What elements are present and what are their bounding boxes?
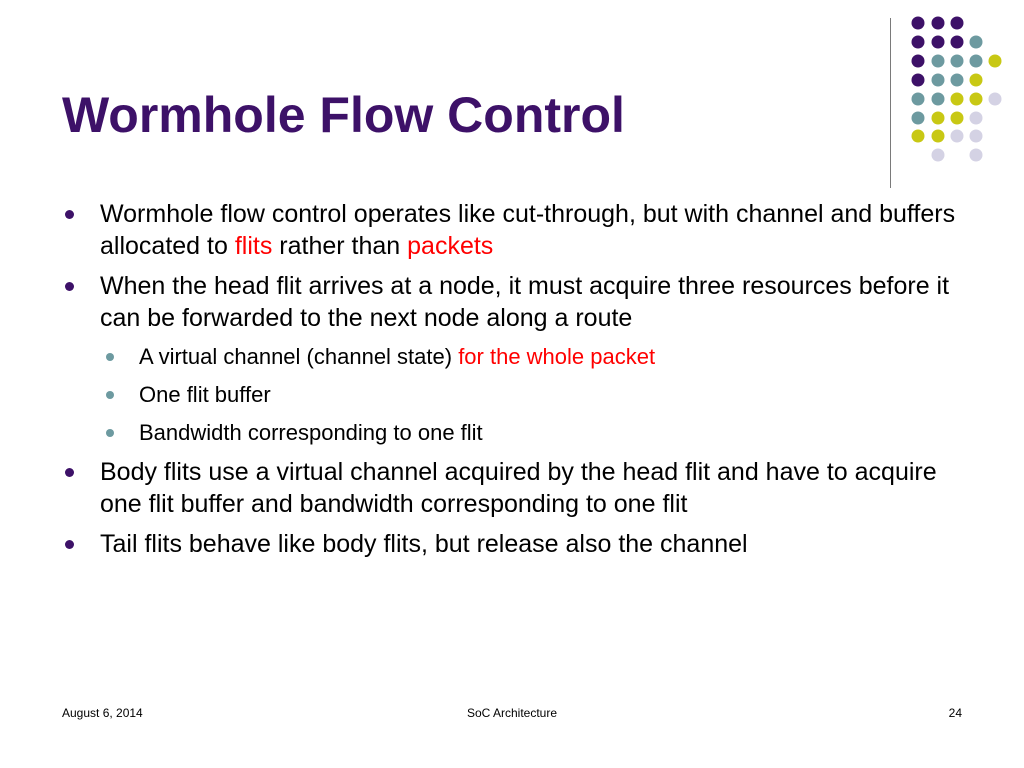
dot <box>970 149 983 162</box>
sub-bullet-dot-icon <box>106 429 114 437</box>
dot <box>970 36 983 49</box>
dot-grid-row-8 <box>932 149 983 162</box>
bullet-item-4 <box>62 528 962 560</box>
dot <box>912 55 925 68</box>
bullet-item-1 <box>62 198 962 262</box>
bullet-text: Tail flits behave like body flits, but release also the channel <box>100 530 748 558</box>
dot <box>951 74 964 87</box>
dot <box>951 17 964 30</box>
highlight-packets: packets <box>407 232 494 260</box>
footer-date: August 6, 2014 <box>62 706 143 720</box>
bullet-dot-icon <box>65 210 74 219</box>
dot-grid-row-3 <box>912 55 1002 68</box>
dot-grid-row-5 <box>912 93 1002 106</box>
dot <box>912 74 925 87</box>
dot <box>932 112 945 125</box>
bullet-list <box>62 198 962 568</box>
dot <box>970 74 983 87</box>
bullet-text: When the head flit arrives at a node, it must acquire three resources before it can be forwarded to the next node along a route <box>100 272 950 332</box>
dot-grid-row-4 <box>912 74 983 87</box>
dot <box>932 93 945 106</box>
dot <box>970 55 983 68</box>
footer-page-number: 24 <box>948 706 962 720</box>
dot <box>989 55 1002 68</box>
footer-title: SoC Architecture <box>466 706 558 720</box>
highlight-whole-packet: for the whole packet <box>458 344 656 369</box>
dot <box>989 93 1002 106</box>
sub-bullet-item-2 <box>62 380 962 410</box>
dot <box>951 112 964 125</box>
bullet-dot-icon <box>65 540 74 549</box>
sub-bullet-item-1 <box>62 342 962 372</box>
dot <box>951 130 964 143</box>
dot <box>932 149 945 162</box>
bullet-dot-icon <box>65 468 74 477</box>
sub-bullet-text: A virtual channel (channel state) <box>139 344 459 369</box>
dot <box>970 93 983 106</box>
sub-bullet-dot-icon <box>106 391 114 399</box>
dot <box>970 112 983 125</box>
bullet-item-3 <box>62 456 962 520</box>
dot <box>932 74 945 87</box>
slide-title: Wormhole Flow Control <box>62 87 625 143</box>
sub-bullet-text: Bandwidth corresponding to one flit <box>139 420 483 445</box>
dot <box>951 55 964 68</box>
dot <box>912 36 925 49</box>
dot <box>932 130 945 143</box>
dot <box>932 17 945 30</box>
dot <box>970 130 983 143</box>
sub-bullet-dot-icon <box>106 353 114 361</box>
bullet-item-2 <box>62 270 962 334</box>
bullet-dot-icon <box>65 282 74 291</box>
dot <box>951 93 964 106</box>
bullet-text: Wormhole flow control operates like cut-through, but with channel and buffers allocated to <box>100 200 956 260</box>
bullet-text: Body flits use a virtual channel acquired by the head flit and have to acquire one flit buffer and bandwidth corresponding to one flit <box>100 458 937 518</box>
dot <box>912 130 925 143</box>
sub-bullet-item-3 <box>62 418 962 448</box>
highlight-flits: flits <box>234 232 273 260</box>
title-divider-line <box>890 18 891 188</box>
dot <box>951 36 964 49</box>
dot <box>932 36 945 49</box>
dot-grid-row-1 <box>912 17 964 30</box>
dot-grid-row-6 <box>912 112 983 125</box>
bullet-text: rather than <box>272 232 408 260</box>
dot <box>912 93 925 106</box>
dot-grid-row-7 <box>912 130 983 143</box>
dot <box>932 55 945 68</box>
dot <box>912 17 925 30</box>
sub-bullet-text: One flit buffer <box>139 382 271 407</box>
dot <box>912 112 925 125</box>
dot-grid-row-2 <box>912 36 983 49</box>
